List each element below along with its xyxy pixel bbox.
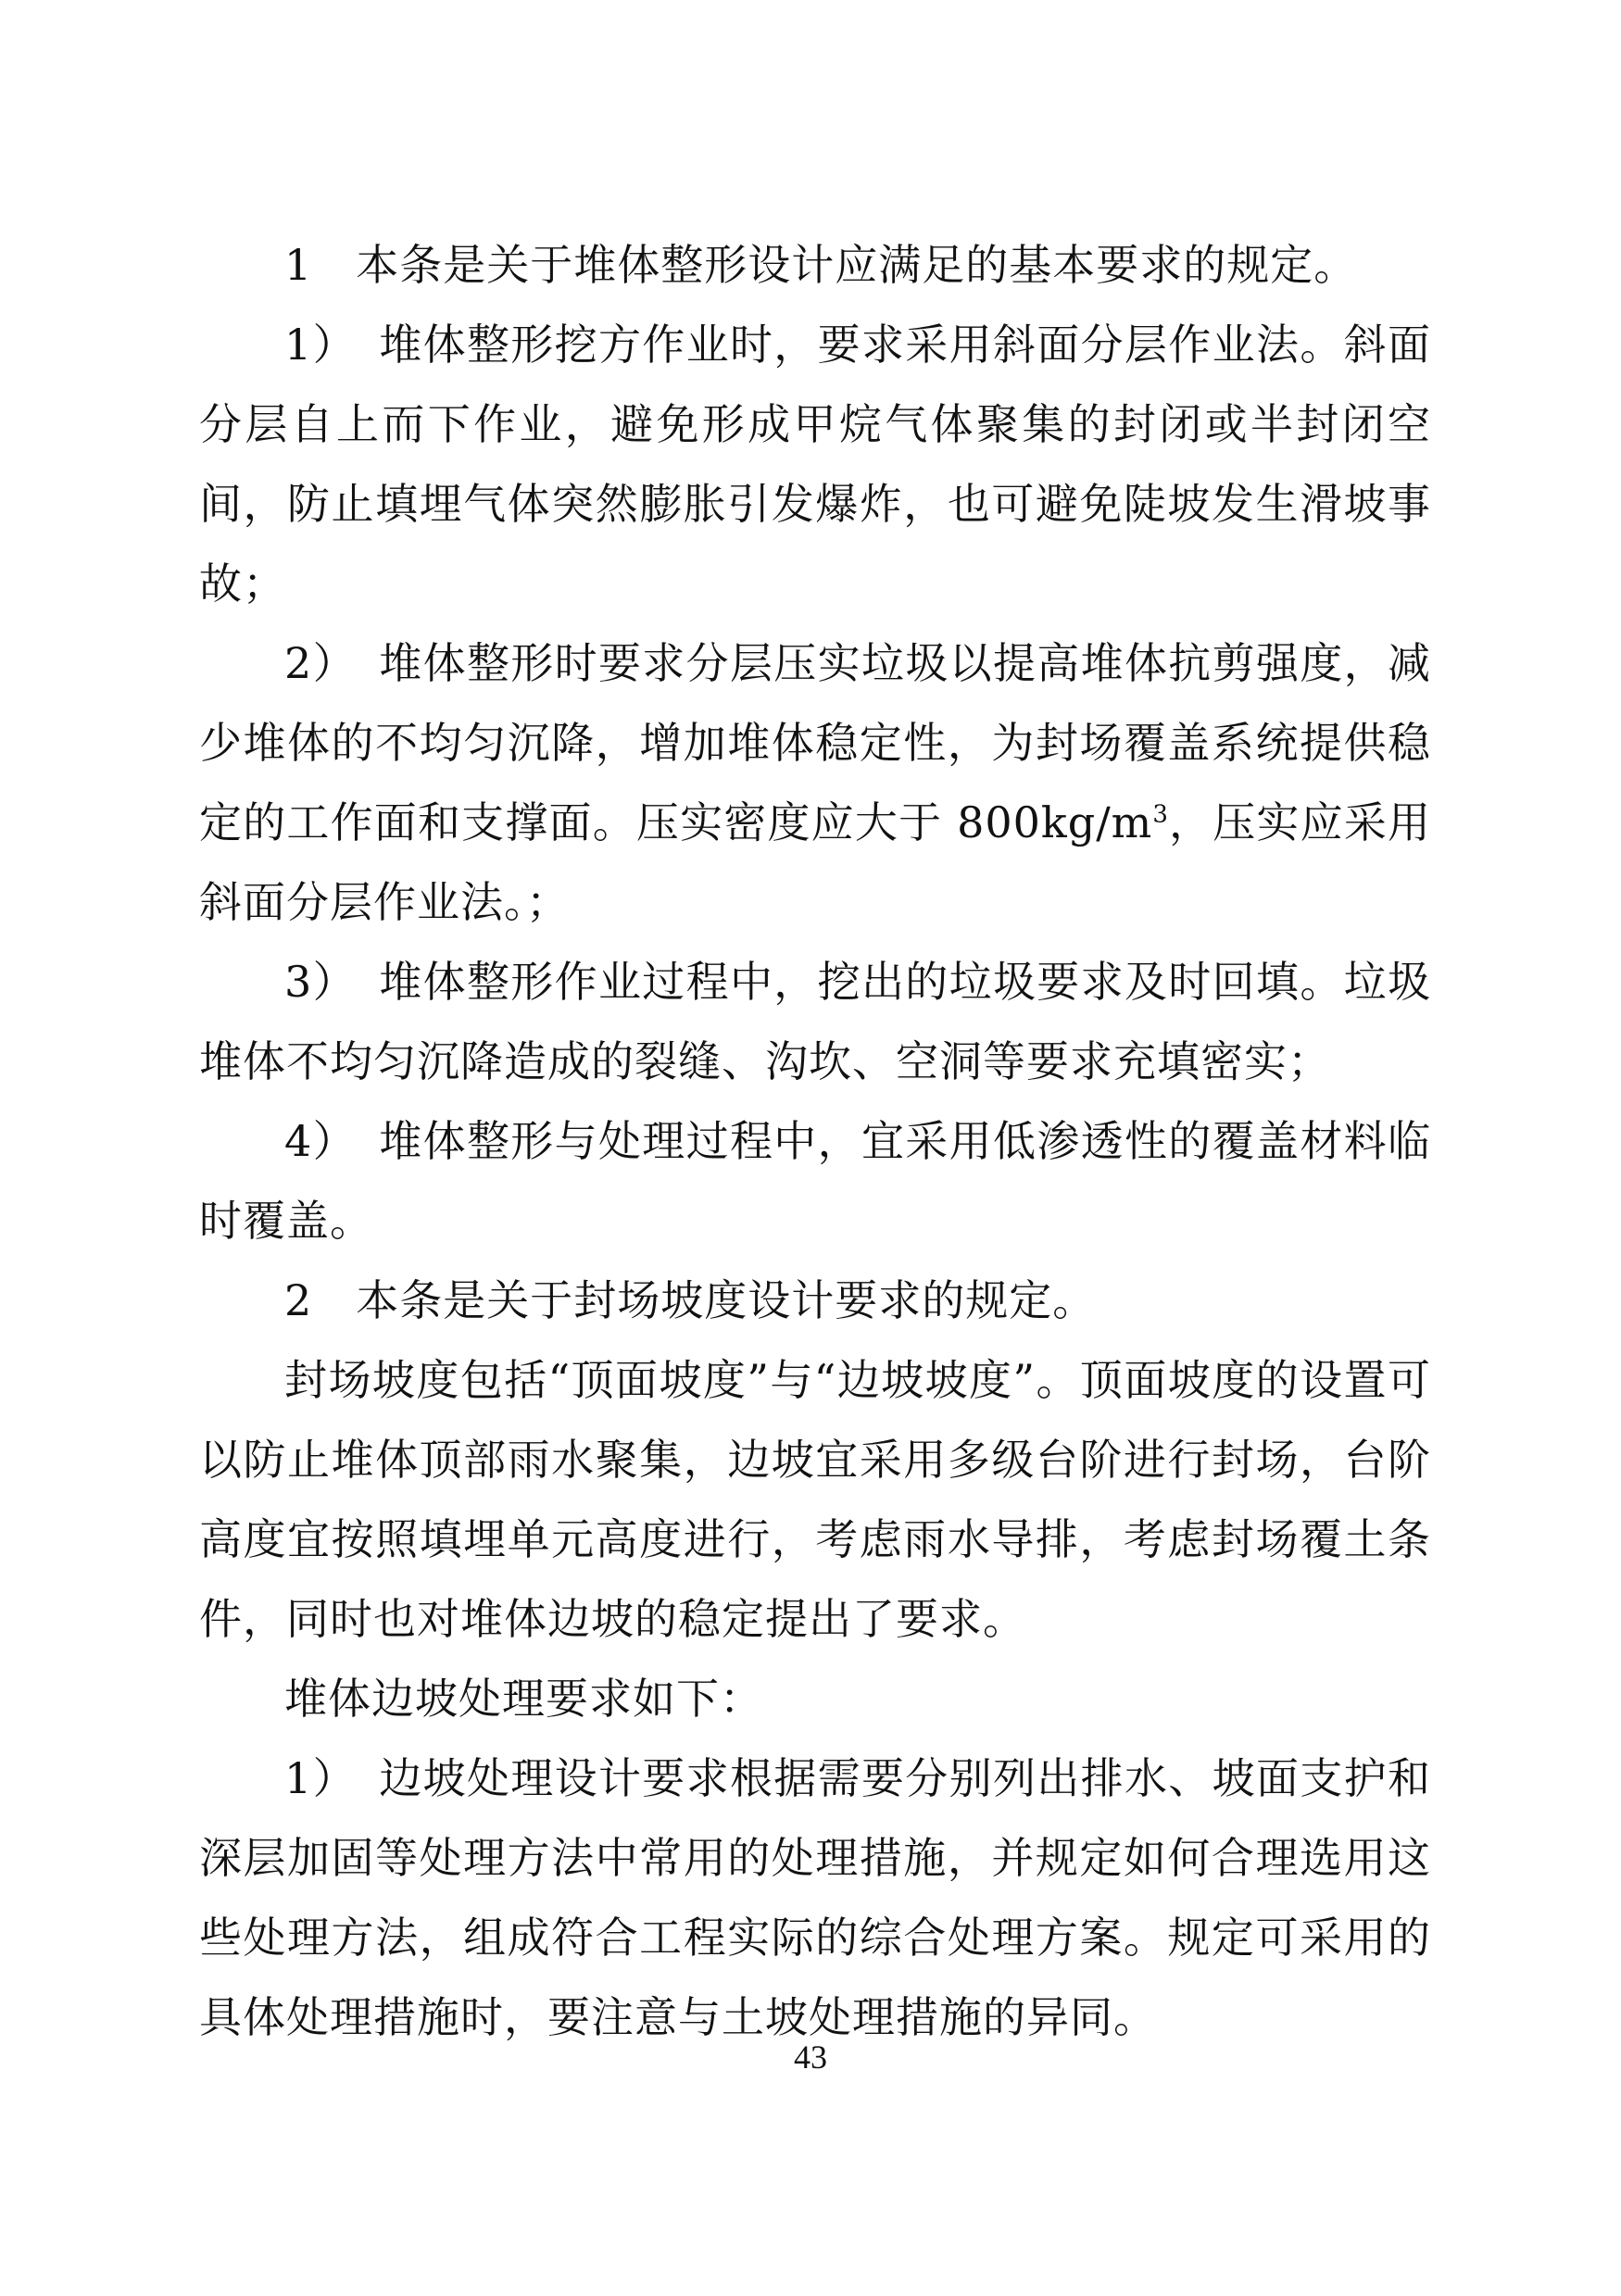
paragraph-item-1-excavation: 1） 堆体整形挖方作业时，要求采用斜面分层作业法。斜面分层自上而下作业，避免形成甲烷气体聚集的封闭或半封闭空间，防止填埋气体突然膨胀引发爆炸，也可避免陡坡发生滑坡事故； [199, 320, 1431, 609]
paragraph-slope-requirements-intro: 堆体边坡处理要求如下： [284, 1674, 763, 1724]
paragraph-slope-description: 封场坡度包括“顶面坡度”与“边坡坡度”。顶面坡度的设置可以防止堆体顶部雨水聚集，边坡宜采用多级台阶进行封场，台阶高度宜按照填埋单元高度进行，考虑雨水导排，考虑封场覆土条件，同时也对堆体边坡的稳定提出了要求。 [199, 1355, 1431, 1644]
page-number: 43 [794, 2039, 827, 2076]
paragraph-clause-2-heading: 2 本条是关于封场坡度设计要求的规定。 [284, 1275, 1097, 1325]
compaction-text-after: ，压实应采用斜面分层作业法。； [199, 797, 1432, 927]
paragraph-item-3-backfill: 3） 堆体整形作业过程中，挖出的垃圾要求及时回填。垃圾堆体不均匀沉降造成的裂缝、沟坎、空洞等要求充填密实； [199, 957, 1431, 1086]
paragraph-slope-item-1: 1） 边坡处理设计要求根据需要分别列出排水、坡面支护和深层加固等处理方法中常用的处理措施，并规定如何合理选用这些处理方法，组成符合工程实际的综合处理方案。规定可采用的具体处理措施时，要注意与土坡处理措施的异同。 [199, 1753, 1431, 2042]
paragraph-clause-1-heading: 1 本条是关于堆体整形设计应满足的基本要求的规定。 [284, 240, 1358, 290]
body-text [199, 225, 1431, 2057]
compaction-text-before: 2） 堆体整形时要求分层压实垃圾以提高堆体抗剪强度，减少堆体的不均匀沉降，增加堆体稳定性，为封场覆盖系统提供稳定的工作面和支撑面。压实密度应大于 800kg/m [199, 638, 1431, 847]
superscript-exponent: 3 [1152, 800, 1169, 829]
paragraph-item-4-cover: 4） 堆体整形与处理过程中，宜采用低渗透性的覆盖材料临时覆盖。 [199, 1116, 1431, 1246]
paragraph-item-2-compaction [199, 623, 1431, 942]
